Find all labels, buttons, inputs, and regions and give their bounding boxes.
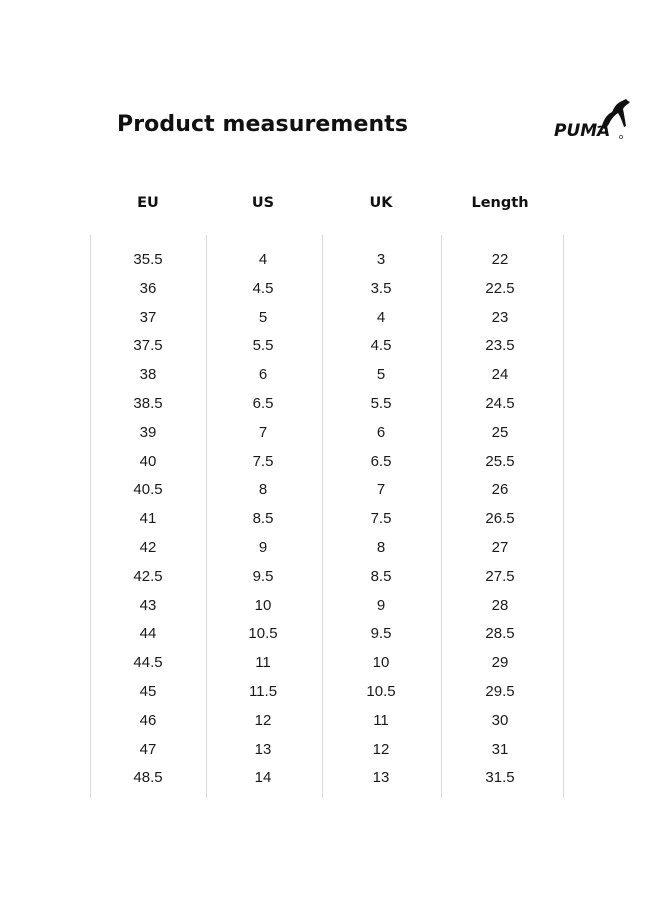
- column-length: [450, 249, 550, 796]
- cell-eu: 36: [139, 279, 157, 297]
- cell-eu: 48.5: [133, 769, 163, 787]
- column-divider: [90, 235, 91, 798]
- cell-eu: 46: [139, 711, 157, 729]
- cell-uk: 5.5: [370, 394, 392, 412]
- cell-length: 27.5: [485, 567, 515, 585]
- cell-length: 22.5: [485, 279, 515, 297]
- cell-eu: 37: [139, 308, 157, 326]
- cell-eu: 37.5: [133, 337, 163, 355]
- cell-us: 7.5: [252, 452, 274, 470]
- cell-uk: 10.5: [366, 682, 396, 700]
- brand-wordmark: PUMA: [554, 121, 611, 141]
- cell-uk: 9.5: [370, 625, 392, 643]
- header-eu: EU: [137, 195, 159, 211]
- puma-cat-icon: [552, 96, 634, 144]
- cell-eu: 45: [139, 682, 157, 700]
- cell-uk: 9: [376, 596, 386, 614]
- size-table: [90, 235, 564, 798]
- cell-us: 9: [258, 538, 268, 556]
- column-us: [213, 249, 313, 796]
- header-uk: UK: [369, 195, 393, 211]
- cell-eu: 39: [139, 423, 157, 441]
- cell-uk: 10: [372, 654, 390, 672]
- cell-length: 22: [491, 251, 509, 268]
- column-divider: [322, 235, 323, 798]
- cell-eu: 38.5: [133, 394, 163, 412]
- cell-length: 26.5: [485, 510, 515, 528]
- cell-length: 23.5: [485, 337, 515, 355]
- cell-uk: 8.5: [370, 567, 392, 585]
- cell-eu: 44.5: [133, 654, 163, 672]
- cell-us: 9.5: [252, 567, 274, 585]
- cell-eu: 35.5: [133, 251, 163, 268]
- cell-uk: 8: [376, 538, 386, 556]
- cell-eu: 40: [139, 452, 157, 470]
- header-length: Length: [471, 195, 529, 211]
- cell-uk: 7: [376, 481, 386, 499]
- cell-us: 13: [254, 740, 272, 758]
- cell-us: 14: [254, 769, 272, 787]
- column-divider: [563, 235, 564, 798]
- cell-us: 11.5: [248, 682, 278, 700]
- cell-us: 6.5: [252, 394, 274, 412]
- cell-us: 11: [255, 654, 271, 672]
- cell-uk: 3.5: [370, 279, 392, 297]
- column-divider: [206, 235, 207, 798]
- cell-us: 7: [258, 423, 268, 441]
- cell-length: 29: [491, 654, 509, 672]
- cell-length: 27: [491, 538, 509, 556]
- cell-length: 28.5: [485, 625, 515, 643]
- cell-length: 26: [491, 481, 509, 499]
- cell-uk: 6: [376, 423, 386, 441]
- cell-us: 10.5: [248, 625, 278, 643]
- column-uk: [331, 249, 431, 796]
- cell-eu: 42: [139, 538, 157, 556]
- cell-uk: 4.5: [370, 337, 392, 355]
- cell-eu: 41: [139, 510, 157, 528]
- cell-length: 24.5: [485, 394, 515, 412]
- cell-length: 31.5: [485, 769, 515, 787]
- cell-us: 5: [258, 308, 268, 326]
- cell-us: 10: [254, 596, 272, 614]
- table-header: [90, 192, 564, 214]
- cell-length: 23: [491, 308, 509, 326]
- cell-uk: 4: [376, 308, 386, 326]
- cell-eu: 47: [139, 740, 157, 758]
- cell-length: 28: [491, 596, 509, 614]
- brand-logo: [552, 96, 634, 144]
- cell-us: 4: [258, 251, 268, 268]
- cell-uk: 7.5: [370, 510, 392, 528]
- column-divider: [441, 235, 442, 798]
- cell-us: 6: [258, 366, 268, 384]
- cell-uk: 11: [373, 711, 389, 729]
- cell-eu: 42.5: [133, 567, 163, 585]
- cell-uk: 6.5: [370, 452, 392, 470]
- cell-eu: 44: [139, 625, 157, 643]
- cell-length: 31: [491, 740, 509, 758]
- cell-length: 29.5: [485, 682, 515, 700]
- cell-us: 4.5: [252, 279, 274, 297]
- cell-uk: 5: [376, 366, 386, 384]
- cell-length: 30: [491, 711, 509, 729]
- column-eu: [98, 249, 198, 796]
- cell-length: 25: [491, 423, 509, 441]
- cell-uk: 3: [376, 251, 386, 268]
- cell-us: 12: [254, 711, 272, 729]
- header-us: US: [251, 195, 275, 211]
- cell-uk: 13: [372, 769, 390, 787]
- cell-uk: 12: [372, 740, 390, 758]
- page-title: Product measurements: [117, 112, 409, 137]
- cell-us: 8.5: [252, 510, 274, 528]
- cell-length: 24: [491, 366, 509, 384]
- cell-us: 5.5: [252, 337, 274, 355]
- cell-eu: 43: [139, 596, 157, 614]
- cell-length: 25.5: [485, 452, 515, 470]
- cell-us: 8: [258, 481, 268, 499]
- cell-eu: 40.5: [133, 481, 163, 499]
- cell-eu: 38: [139, 366, 157, 384]
